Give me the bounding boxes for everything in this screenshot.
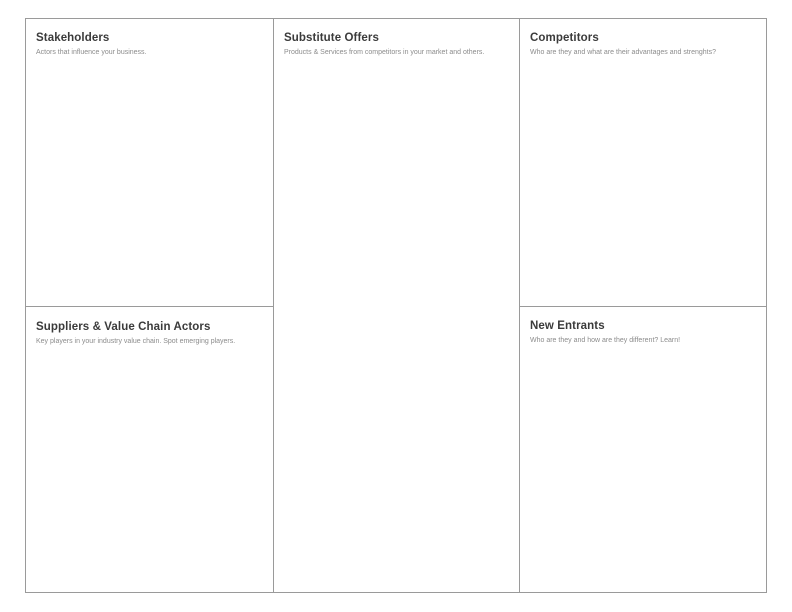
stakeholders-title: Stakeholders [36, 32, 110, 44]
competitive-landscape-canvas [25, 18, 767, 593]
competitors-box[interactable] [519, 18, 767, 307]
substitute-offers-title: Substitute Offers [284, 32, 379, 44]
new-entrants-description: Who are they and how are they different? Learn! [530, 337, 681, 344]
suppliers-description: Key players in your industry value chain. Spot emerging players. [36, 338, 236, 345]
competitors-title: Competitors [530, 32, 599, 44]
new-entrants-title: New Entrants [530, 320, 605, 332]
competitors-description: Who are they and what are their advantages and strenghts? [530, 49, 717, 56]
substitute-offers-box[interactable] [273, 18, 520, 593]
stakeholders-description: Actors that influence your business. [36, 49, 147, 56]
suppliers-box[interactable] [25, 306, 274, 593]
stakeholders-box[interactable] [25, 18, 274, 307]
substitute-offers-description: Products & Services from competitors in your market and others. [284, 49, 485, 56]
suppliers-title: Suppliers & Value Chain Actors [36, 321, 211, 333]
new-entrants-box[interactable] [519, 306, 767, 593]
